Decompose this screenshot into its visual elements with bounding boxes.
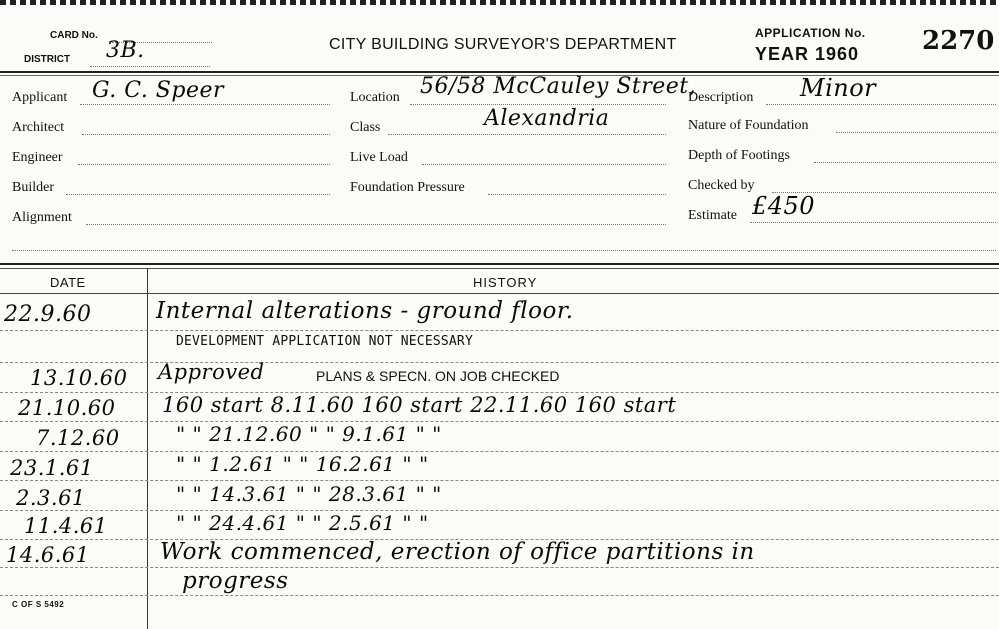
foundation-pressure-line	[488, 194, 666, 195]
ruled-line	[0, 567, 999, 568]
alignment-line	[86, 224, 666, 225]
description-value: Minor	[800, 74, 877, 102]
card-no-label: CARD No.	[50, 30, 98, 41]
district-label: DISTRICT	[24, 54, 71, 65]
application-number: 2270	[922, 26, 995, 56]
estimate-line	[750, 222, 996, 223]
alignment-label: Alignment	[12, 210, 72, 225]
history-date: 2.3.61	[16, 486, 86, 510]
header-rule	[0, 293, 999, 294]
ruled-line	[0, 451, 999, 452]
estimate-value: £450	[752, 192, 816, 220]
history-date: 11.4.61	[24, 514, 108, 538]
live-load-line	[422, 164, 666, 165]
builder-label: Builder	[12, 180, 54, 195]
ruled-line	[0, 330, 999, 331]
history-entry: Work commenced, erection of office partitions in	[160, 539, 755, 565]
location-line	[410, 104, 666, 105]
class-line	[388, 134, 666, 135]
builder-line	[66, 194, 330, 195]
card-top-edge	[0, 0, 999, 5]
location-value-2: Alexandria	[484, 106, 610, 131]
history-entry: " " 24.4.61 " " 2.5.61 " "	[176, 511, 429, 535]
class-label: Class	[350, 120, 381, 135]
live-load-label: Live Load	[350, 150, 408, 165]
engineer-line	[78, 164, 330, 165]
depth-of-footings-label: Depth of Footings	[688, 148, 790, 163]
applicant-line	[80, 104, 330, 105]
history-entry: 160 start 8.11.60 160 start 22.11.60 160 start	[162, 393, 677, 417]
history-entry: progress	[182, 568, 289, 594]
application-no-label: APPLICATION No.	[755, 26, 866, 40]
date-column-divider	[147, 268, 148, 629]
header-divider	[0, 71, 999, 73]
location-value: 56/58 McCauley Street,	[420, 74, 697, 99]
foundation-pressure-label: Foundation Pressure	[350, 180, 465, 195]
engineer-label: Engineer	[12, 150, 63, 165]
ruled-line	[0, 362, 999, 363]
history-entry: " " 21.12.60 " " 9.1.61 " "	[176, 422, 442, 446]
applicant-value: G. C. Speer	[92, 78, 225, 103]
ruled-line	[0, 510, 999, 511]
year-label: YEAR 1960	[755, 44, 860, 64]
blank-field-line	[12, 250, 996, 251]
history-header: HISTORY	[473, 275, 538, 290]
district-value: 3B.	[106, 38, 145, 63]
district-line	[90, 66, 210, 67]
history-date: 13.10.60	[30, 366, 128, 390]
history-entry: Internal alterations - ground floor.	[156, 298, 574, 324]
ruled-line	[0, 595, 999, 596]
history-date: 22.9.60	[4, 302, 92, 327]
description-line	[766, 104, 996, 105]
estimate-label: Estimate	[688, 208, 737, 223]
history-entry: " " 1.2.61 " " 16.2.61 " "	[176, 452, 429, 476]
history-date: 14.6.61	[6, 543, 90, 567]
description-label: Description	[688, 90, 754, 105]
history-date: 7.12.60	[36, 426, 120, 450]
history-date: 21.10.60	[18, 396, 116, 420]
ruled-line	[0, 421, 999, 422]
form-code: C OF S 5492	[12, 600, 65, 609]
history-date: 23.1.61	[10, 456, 94, 480]
checked-by-label: Checked by	[688, 178, 755, 193]
architect-label: Architect	[12, 120, 65, 135]
depth-line	[814, 162, 996, 163]
date-header: DATE	[50, 275, 86, 290]
nature-of-foundation-label: Nature of Foundation	[688, 118, 809, 133]
nature-line	[836, 132, 996, 133]
plans-checked-stamp: PLANS & SPECN. ON JOB CHECKED	[316, 368, 560, 384]
development-stamp: DEVELOPMENT APPLICATION NOT NECESSARY	[176, 334, 473, 349]
history-top-border	[0, 263, 999, 265]
ruled-line	[0, 480, 999, 481]
history-entry: Approved	[158, 360, 265, 384]
department-title: CITY BUILDING SURVEYOR'S DEPARTMENT	[329, 36, 677, 53]
history-top-border-thin	[0, 268, 999, 269]
history-entry: " " 14.3.61 " " 28.3.61 " "	[176, 482, 442, 506]
applicant-label: Applicant	[12, 90, 68, 105]
architect-line	[82, 134, 330, 135]
location-label: Location	[350, 90, 400, 105]
